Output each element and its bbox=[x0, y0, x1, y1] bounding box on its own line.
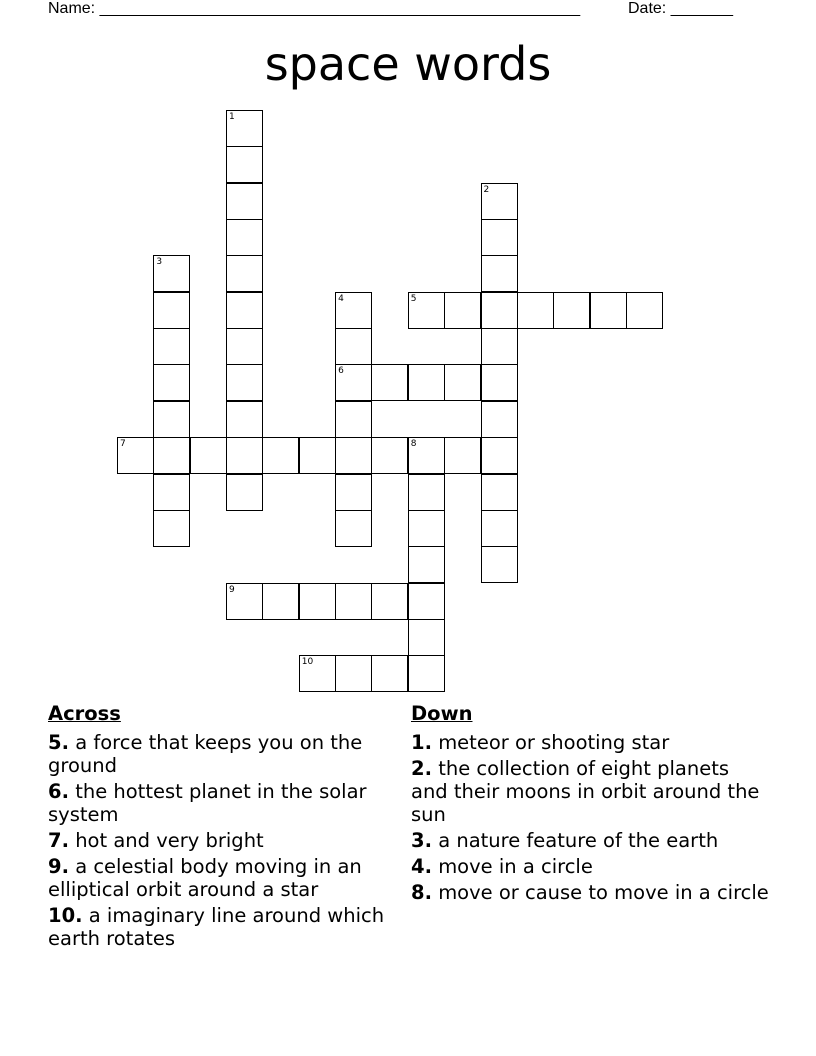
clue-number: 3. bbox=[411, 829, 432, 852]
crossword-cell[interactable] bbox=[408, 292, 445, 329]
clue-across-9 bbox=[48, 855, 388, 901]
crossword-cell[interactable] bbox=[226, 474, 263, 511]
name-field[interactable]: Name: ______________________________________________________ bbox=[48, 0, 581, 17]
crossword-cell[interactable] bbox=[226, 110, 263, 147]
cell-number: 3 bbox=[156, 257, 163, 268]
clue-number: 1. bbox=[411, 731, 432, 754]
crossword-cell[interactable] bbox=[262, 437, 299, 474]
crossword-cell[interactable] bbox=[481, 219, 518, 256]
crossword-cell[interactable] bbox=[481, 292, 518, 329]
crossword-cell[interactable] bbox=[481, 401, 518, 438]
crossword-cell[interactable] bbox=[299, 583, 336, 620]
crossword-cell[interactable] bbox=[481, 183, 518, 220]
crossword-cell[interactable] bbox=[626, 292, 663, 329]
clue-number: 9. bbox=[48, 855, 69, 878]
clue-text: a celestial body moving in an elliptical orbit around a star bbox=[48, 855, 362, 901]
crossword-cell[interactable] bbox=[262, 583, 299, 620]
clue-number: 10. bbox=[48, 904, 83, 927]
crossword-cell[interactable] bbox=[481, 437, 518, 474]
crossword-cell[interactable] bbox=[117, 437, 154, 474]
clue-across-5 bbox=[48, 731, 388, 777]
date-field[interactable]: Date: _______ bbox=[628, 0, 733, 17]
crossword-cell[interactable] bbox=[335, 437, 372, 474]
crossword-cell[interactable] bbox=[517, 292, 554, 329]
crossword-cell[interactable] bbox=[335, 474, 372, 511]
page-title: space words bbox=[264, 37, 552, 91]
crossword-cell[interactable] bbox=[226, 583, 263, 620]
crossword-cell[interactable] bbox=[408, 546, 445, 583]
down-clues bbox=[411, 702, 771, 907]
clue-down-3 bbox=[411, 829, 771, 852]
crossword-cell[interactable] bbox=[226, 401, 263, 438]
crossword-cell[interactable] bbox=[299, 437, 336, 474]
cell-number: 10 bbox=[301, 657, 314, 668]
crossword-cell[interactable] bbox=[590, 292, 627, 329]
cell-number: 6 bbox=[338, 366, 344, 377]
crossword-cell[interactable] bbox=[299, 655, 336, 692]
crossword-cell[interactable] bbox=[226, 292, 263, 329]
crossword-cell[interactable] bbox=[335, 292, 372, 329]
down-heading: Down bbox=[411, 702, 473, 725]
across-heading: Across bbox=[48, 702, 121, 725]
clue-text: the hottest planet in the solar system bbox=[48, 780, 367, 826]
crossword-cell[interactable] bbox=[481, 364, 518, 401]
clue-across-6 bbox=[48, 780, 388, 826]
clue-number: 5. bbox=[48, 731, 69, 754]
cell-number: 5 bbox=[410, 293, 417, 304]
crossword-cell[interactable] bbox=[335, 364, 372, 401]
crossword-cell[interactable] bbox=[226, 437, 263, 474]
clue-text: hot and very bright bbox=[75, 829, 264, 852]
clue-down-1 bbox=[411, 731, 771, 754]
crossword-cell[interactable] bbox=[408, 619, 445, 656]
crossword-cell[interactable] bbox=[190, 437, 227, 474]
crossword-cell[interactable] bbox=[153, 364, 190, 401]
cell-number: 8 bbox=[410, 439, 417, 450]
clue-down-2 bbox=[411, 757, 771, 826]
crossword-cell[interactable] bbox=[371, 437, 408, 474]
clue-text: a force that keeps you on the ground bbox=[48, 731, 363, 777]
clue-text: a nature feature of the earth bbox=[438, 829, 719, 852]
cell-number: 4 bbox=[338, 293, 344, 304]
crossword-cell[interactable] bbox=[335, 328, 372, 365]
crossword-cell[interactable] bbox=[153, 510, 190, 547]
across-clues bbox=[48, 702, 388, 953]
crossword-cell[interactable] bbox=[481, 328, 518, 365]
header bbox=[48, 0, 748, 20]
crossword-cell[interactable] bbox=[226, 255, 263, 292]
crossword-cell[interactable] bbox=[481, 255, 518, 292]
crossword-cell[interactable] bbox=[444, 364, 481, 401]
crossword-cell[interactable] bbox=[226, 183, 263, 220]
crossword-cell[interactable] bbox=[408, 655, 445, 692]
clue-text: the collection of eight planets and their moons in orbit around the sun bbox=[411, 757, 760, 826]
crossword-cell[interactable] bbox=[153, 255, 190, 292]
crossword-cell[interactable] bbox=[408, 437, 445, 474]
clue-text: a imaginary line around which earth rotates bbox=[48, 904, 385, 950]
crossword-cell[interactable] bbox=[335, 655, 372, 692]
cell-number: 9 bbox=[229, 584, 235, 595]
crossword-cell[interactable] bbox=[226, 364, 263, 401]
clue-across-7 bbox=[48, 829, 388, 852]
crossword-cell[interactable] bbox=[371, 364, 408, 401]
crossword-cell[interactable] bbox=[481, 546, 518, 583]
crossword-cell[interactable] bbox=[371, 583, 408, 620]
crossword-cell[interactable] bbox=[371, 655, 408, 692]
clue-across-10 bbox=[48, 904, 388, 950]
crossword-cell[interactable] bbox=[226, 219, 263, 256]
crossword-cell[interactable] bbox=[226, 328, 263, 365]
clue-down-4 bbox=[411, 855, 771, 878]
crossword-cell[interactable] bbox=[444, 437, 481, 474]
clue-text: move or cause to move in a circle bbox=[438, 881, 769, 904]
crossword-cell[interactable] bbox=[153, 474, 190, 511]
crossword-cell[interactable] bbox=[444, 292, 481, 329]
crossword-cell[interactable] bbox=[335, 583, 372, 620]
cell-number: 1 bbox=[229, 112, 235, 122]
clue-number: 2. bbox=[411, 757, 432, 780]
crossword-cell[interactable] bbox=[335, 401, 372, 438]
crossword-cell[interactable] bbox=[153, 328, 190, 365]
clue-number: 7. bbox=[48, 829, 69, 852]
crossword-cell[interactable] bbox=[408, 510, 445, 547]
cell-number: 2 bbox=[483, 184, 490, 195]
crossword-cell[interactable] bbox=[153, 401, 190, 438]
crossword-cell[interactable] bbox=[553, 292, 590, 329]
cell-number: 7 bbox=[120, 439, 126, 450]
crossword-cell[interactable] bbox=[481, 474, 518, 511]
crossword-cell[interactable] bbox=[408, 364, 445, 401]
crossword-cell[interactable] bbox=[153, 437, 190, 474]
clue-text: move in a circle bbox=[438, 855, 593, 878]
clue-number: 4. bbox=[411, 855, 432, 878]
clue-text: meteor or shooting star bbox=[438, 731, 670, 754]
crossword-cell[interactable] bbox=[408, 474, 445, 511]
crossword-cell[interactable] bbox=[335, 510, 372, 547]
clue-number: 8. bbox=[411, 881, 432, 904]
crossword-cell[interactable] bbox=[481, 510, 518, 547]
clue-down-8 bbox=[411, 881, 771, 904]
crossword-cell[interactable] bbox=[226, 146, 263, 183]
crossword-cell[interactable] bbox=[408, 583, 445, 620]
clue-number: 6. bbox=[48, 780, 69, 803]
crossword-cell[interactable] bbox=[153, 292, 190, 329]
